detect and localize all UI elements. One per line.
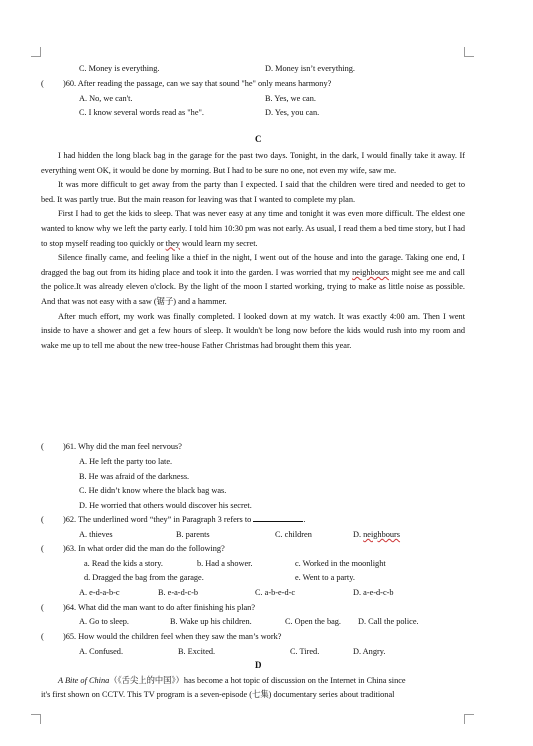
option-b: B. e-a-d-c-b [158,588,199,597]
question-bracket: ( [41,442,44,451]
crop-mark-top-left [31,47,41,57]
option-a: A. No, we can't. [79,94,133,103]
underlined-word: neighbours [352,267,389,277]
passage-c [41,149,465,353]
option-b: B. parents [176,530,210,539]
event-a: a. Read the kids a story. [84,559,163,568]
option-b: B. Wake up his children. [170,617,252,626]
option-b: B. Excited. [178,647,216,656]
option-a: A. He left the party too late. [79,457,173,466]
question-bracket: ( [41,603,44,612]
program-title: A Bite of China [58,676,110,685]
crop-mark-bottom-left [31,714,41,724]
underlined-word: they [165,238,180,248]
option-a: A. e-d-a-b-c [79,588,120,597]
option-d: D. Yes, you can. [265,108,320,117]
question-bracket: ( [41,515,44,524]
option-c: C. Money is everything. [79,64,160,73]
option-b: B. He was afraid of the darkness. [79,472,190,481]
question-63: )63. In what order did the man do the following? [63,544,225,553]
paragraph-3: First I had to get the kids to sleep. That was never easy at any time and tonight it was even more difficult. The eldest one wanted to know why we left the party early. I told him 10:30 pm was not early. As usual, I read them a bed time story, but I had to stop myself reading too quickly or they would learn my secret. [41,209,465,248]
paragraph-4: Silence finally came, and feeling like a thief in the night, I went out of the house and into the garage. Taking one end, I dragged the bag out from its hiding place and took it into the garden. I was worried that my neighbours might see me and call the police.It was already eleven o'clock. By the light of the moon I started working, trying to make as little noise as possible. And that was not easy with a saw (锯子) and a hammer. [41,253,465,306]
answer-blank [253,514,303,522]
question-61: )61. Why did the man feel nervous? [63,442,182,451]
option-b: B. Yes, we can. [265,94,316,103]
option-a: A. Confused. [79,647,124,656]
event-c: c. Worked in the moonlight [295,559,386,568]
passage-d-line-1 [41,675,406,686]
question-bracket: ( [41,544,44,553]
question-62: )62. The underlined word “they” in Paragraph 3 refers to . [63,515,306,524]
option-d: D. a-e-d-c-b [353,588,394,597]
crop-mark-top-right [464,47,474,57]
question-62-text: )62. The underlined word “they” in Paragraph 3 refers to [63,515,252,524]
option-c: C. Open the bag. [285,617,341,626]
passage-d-line-2: it's first shown on CCTV. This TV program is a seven-episode (七集) documentary series about traditional [41,690,395,699]
paragraph-1: I had hidden the long black bag in the garage for the past two days. Tonight, in the dark, I would finally take it away. If everything went OK, it would be done by morning. But I had to be sure no one, not even my wife, saw me. [41,151,465,175]
option-c: C. He didn’t know where the black bag was. [79,486,227,495]
question-64: )64. What did the man want to do after finishing his plan? [63,603,256,612]
question-60: )60. After reading the passage, can we say that sound "he" only means harmony? [63,79,332,88]
question-65: )65. How would the children feel when they saw the man’s work? [63,632,282,641]
option-c: C. a-b-e-d-c [255,588,296,597]
option-d: D. Money isn’t everything. [265,64,355,73]
option-a: A. Go to sleep. [79,617,130,626]
option-c: C. Tired. [290,647,320,656]
event-d: d. Dragged the bag from the garage. [84,573,204,582]
option-a: A. thieves [79,530,113,539]
question-bracket: ( [41,632,44,641]
paragraph-2: It was more difficult to get away from the party than I expected. I said that the children were tired and needed to get to bed. It was partly true. But the main reason for leaving was that I wanted to complete my plan. [41,180,465,204]
crop-mark-bottom-right [464,714,474,724]
option-d: D. Angry. [353,647,386,656]
option-c: C. children [275,530,312,539]
option-d: D. neighbours [353,530,401,539]
question-bracket: ( [41,79,44,88]
underlined-word: neighbours [363,530,401,539]
option-d: D. Call the police. [358,617,419,626]
paragraph-5: After much effort, my work was finally completed. I looked down at my watch. It was exactly 4:00 am. Then I went inside to have a shower and get a few hours of sleep. It wouldn't be long now before the kids would rush into my room and wake me up to tell me about the new tree-house Father Christmas had brought them this year. [41,311,465,350]
section-heading-d: D [255,660,262,670]
event-e: e. Went to a party. [295,573,355,582]
option-c: C. I know several words read as "he". [79,108,204,117]
event-b: b. Had a shower. [197,559,253,568]
option-d: D. He worried that others would discover his secret. [79,501,252,510]
section-heading-c: C [255,134,262,144]
passage-d-line-1-text: （《舌尖上的中国》）has become a hot topic of discussion on the Internet in China since [109,676,406,685]
